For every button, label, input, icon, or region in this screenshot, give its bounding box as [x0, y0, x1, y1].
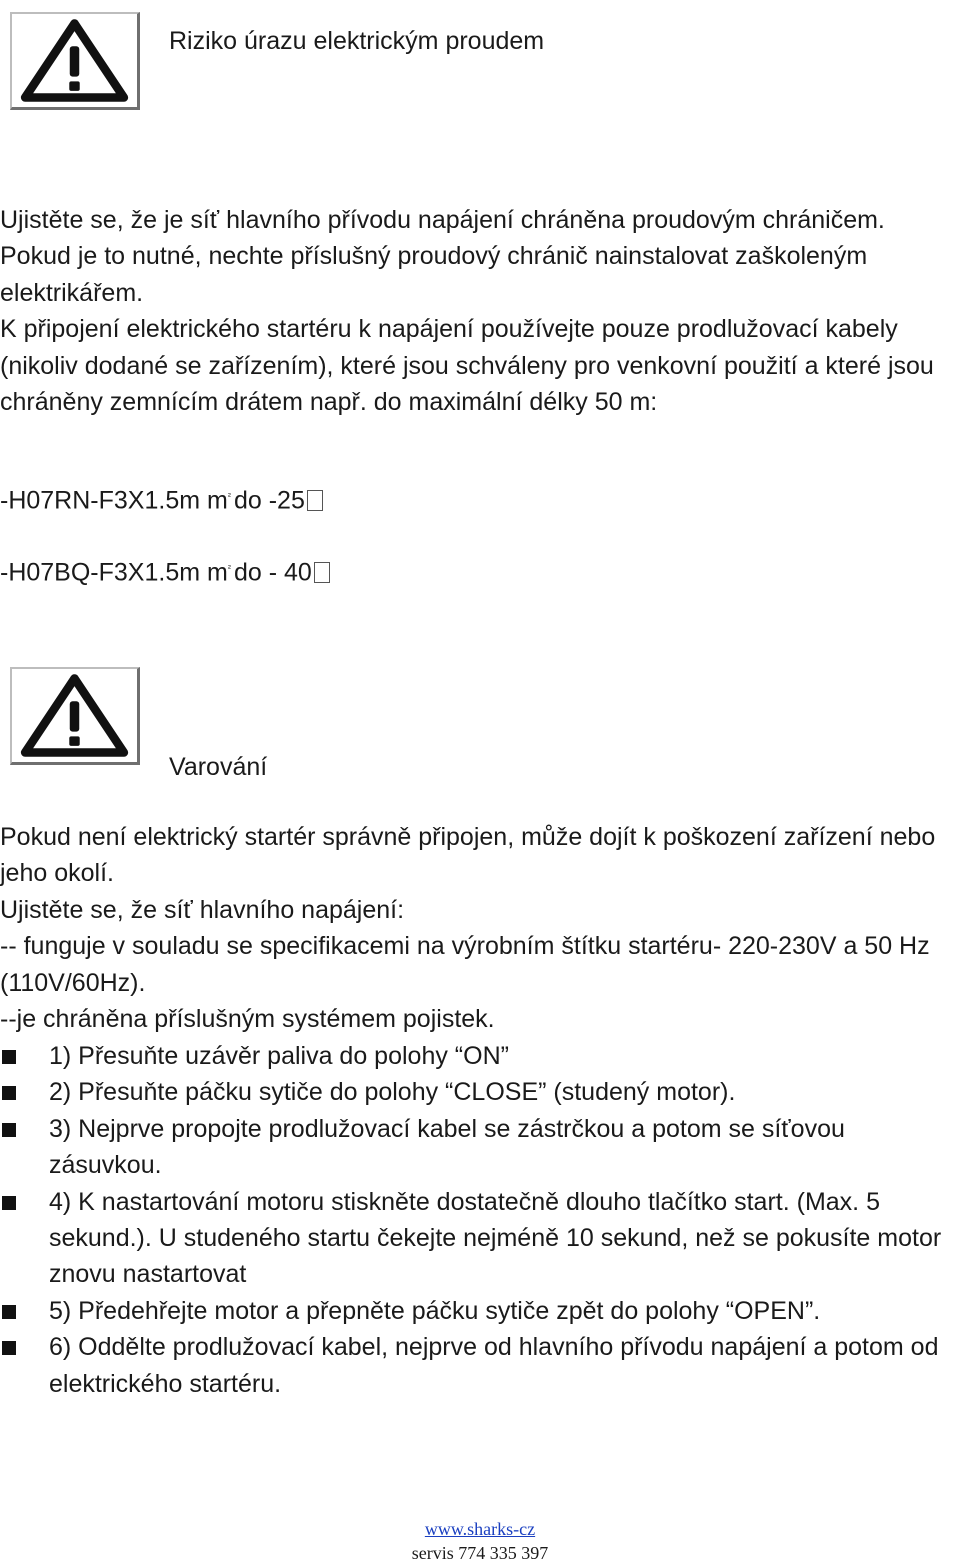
list-item: 1) Přesuňte uzávěr paliva do polohy “ON” [0, 1038, 958, 1074]
square-bullet-icon [2, 1196, 16, 1210]
cable-spec [0, 553, 330, 587]
warning-title: Varování [169, 753, 268, 781]
cable-code: -H07BQ-F3X1.5m [0, 558, 201, 587]
website-link[interactable]: www.sharks-cz [424, 1519, 536, 1539]
cable-limit: do - 40 [233, 558, 312, 587]
missing-glyph-box [307, 490, 323, 511]
cable-spec [0, 481, 323, 515]
warning-paragraph: Pokud není elektrický startér správně připojen, může dojít k poškození zařízení nebo jeho okolí. [0, 823, 936, 888]
cable-unit: $m^{^2}$ [207, 486, 231, 515]
warning-triangle-icon [10, 12, 140, 110]
warning-paragraph: Ujistěte se, že síť hlavního napájení: [0, 895, 405, 924]
warning-text [0, 819, 958, 1037]
square-bullet-icon [2, 1086, 16, 1100]
list-item: 2) Přesuňte páčku sytiče do polohy “CLOSE” (studený motor). [0, 1074, 958, 1110]
list-item: 3) Nejprve propojte prodlužovací kabel se zástrčkou a potom se síťovou zásuvkou. [0, 1111, 958, 1184]
warning-paragraph: --je chráněna příslušným systémem pojistek. [0, 1005, 495, 1034]
list-item: 4) K nastartování motoru stiskněte dostatečně dlouho tlačítko start. (Max. 5 sekund.). U studeného startu čekejte nejméně 10 sekund, než se pokusíte motor znovu nastartovat [0, 1184, 958, 1293]
intro-paragraph: Ujistěte se, že je síť hlavního přívodu napájení chráněna proudovým chráničem. Pokud je to nutné, nechte příslušný proudový chránič nainstalovat zaškoleným elektrikářem. [0, 206, 885, 307]
list-item: 5) Předehřejte motor a přepněte páčku sytiče zpět do polohy “OPEN”. [0, 1293, 958, 1329]
intro-paragraph: K připojení elektrického startéru k napájení používejte pouze prodlužovací kabely (nikoliv dodané se zařízením), které jsou schváleny pro venkovní použití a které jsou chráněny zemnícím drátem např. do maximální délky 50 m: [0, 315, 934, 417]
cable-code: -H07RN-F3X1.5m [0, 486, 201, 515]
warning-paragraph: -- funguje v souladu se specifikacemi na výrobním štítku startéru- 220-230V a 50 Hz (110V/60Hz). [0, 932, 930, 997]
steps-list [0, 1038, 958, 1402]
square-bullet-icon [2, 1305, 16, 1319]
cable-unit: $m^{^2}$ [207, 558, 231, 587]
warning-triangle-icon [10, 667, 140, 765]
service-phone: servis 774 335 397 [411, 1543, 549, 1563]
square-bullet-icon [2, 1123, 16, 1137]
square-bullet-icon [2, 1341, 16, 1355]
electric-shock-warning-title: Riziko úrazu elektrickým proudem [169, 27, 545, 55]
footer [0, 1517, 960, 1565]
square-bullet-icon [2, 1050, 16, 1064]
missing-glyph-box [314, 562, 330, 583]
intro-text [0, 202, 958, 420]
cable-limit: do -25 [233, 486, 305, 515]
list-item: 6) Oddělte prodlužovací kabel, nejprve od hlavního přívodu napájení a potom od elektrického startéru. [0, 1329, 958, 1402]
